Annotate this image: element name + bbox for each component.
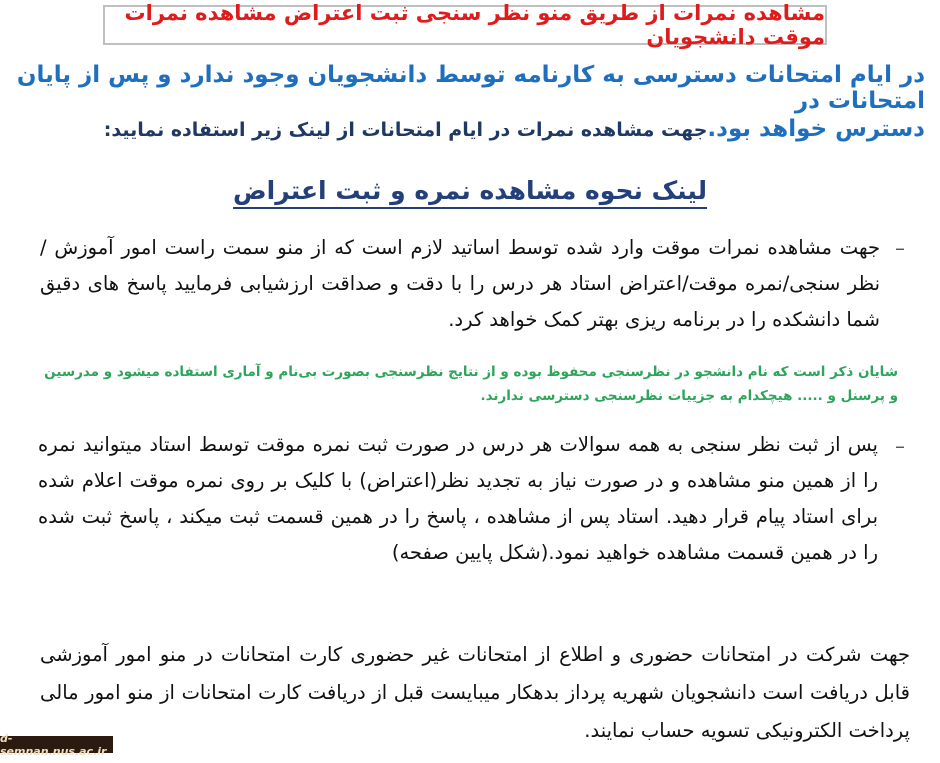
paragraph-3: جهت شرکت در امتحانات حضوری و اطلاع از امتحانات غیر حضوری کارت امتحانات در منو امور آموزشی قابل دریافت است دانشجویان شهریه پرداز بدهکار میبایست قبل از دریافت کارت امتحانات از منو امور مالی پرداخت الکترونیکی تسویه حساب نمایند.	[40, 643, 910, 742]
intro-line-1: در ایام امتحانات دسترسی به کارنامه توسط دانشجویان وجود ندارد و پس از پایان امتحانات در	[16, 62, 925, 114]
paragraph-1: جهت مشاهده نمرات موقت وارد شده توسط اساتید لازم است که از منو سمت راست امور آموزش / نظر سنجی/نمره موقت/اعتراض استاد هر درس را با دقت و صداقت ارزشیابی فرمایید پاسخ های دقیق شما دانشکده را در برنامه ریزی بهتر کمک خواهد کرد.	[40, 236, 880, 331]
paragraph-2: پس از ثبت نظر سنجی به همه سوالات هر درس در صورت ثبت نمره موقت توسط استاد میتوانید نمره را از همین منو مشاهده و در صورت نیاز به تجدید نظر(اعتراض) با کلیک بر روی نمره موقت اعلام شده برای استاد پیام قرار دهید. استاد پس از مشاهده ، پاسخ را در همین قسمت ثبت میکند ، پاسخ ثبت شده را در همین قسمت مشاهده خواهید نمود.(شکل پایین صفحه)	[38, 433, 878, 564]
page-title: مشاهده نمرات از طریق منو نظر سنجی ثبت اعتراض مشاهده نمرات موقت دانشجویان	[124, 1, 825, 49]
green-note: شایان ذکر است که نام دانشجو در نظرسنجی محفوظ بوده و از نتایج نظرسنجی بصورت بی‌نام و آماری استفاده میشود و مدرسین و پرسنل و ..... هیچکدام به جزییات نظرسنجی دسترسی ندارند.	[44, 364, 898, 404]
bullet-dash-1: –	[895, 236, 905, 260]
link-heading-wrap	[0, 176, 940, 205]
watermark-text: d-semnan.nus.ac.ir	[0, 731, 107, 758]
intro-line-2	[15, 116, 925, 142]
bullet-dash-2: –	[895, 434, 905, 458]
site-watermark	[0, 731, 113, 758]
page-title-box	[103, 1, 827, 49]
intro-line-2-dark: جهت مشاهده نمرات در ایام امتحانات از لینک زیر استفاده نمایید:	[103, 119, 708, 141]
link-heading[interactable]: لینک نحوه مشاهده نمره و ثبت اعتراض	[233, 176, 707, 209]
intro-line-2-blue: دسترس خواهد بود.	[707, 116, 925, 142]
